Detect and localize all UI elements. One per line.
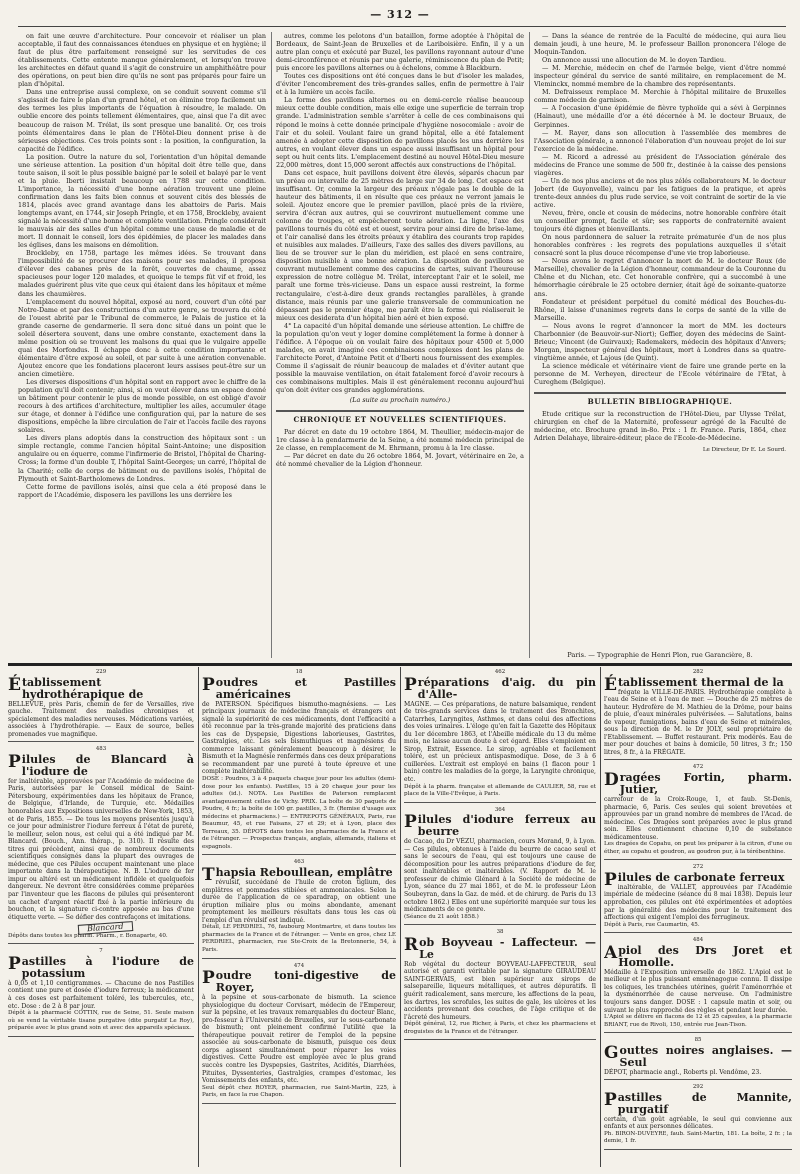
ad-body: DÉPOT, pharmacie angl., Roberts pl. Vendôme, 23. — [604, 1068, 762, 1076]
ad-body: à la pepsine et sous-carbonate de bismuth. La science physiologique du docteur Corvisart, médecin de l'Empereur, sur la pepsine, et les travaux remarquables du docteur Blanc, pro-fesseur à l'Université de Bruxelles, sur le sous-carbonate de bismuth; ont pleinement confirmé l'utilité que la thérapeutique pouvait retirer de l'emploi de la pepsine associée au sous-carbonate de bismuth, puisque ces deux corps agissent simultanément pour réparer les voies digestives. Cette Poudre est employée avec le plus grand succès contre les Dyspepsies, Gastrites, Acidités, Diarrhées, Pituites, Dyssenteries, Gastralgies, crampes d'estomac, les Vomissements des enfants, etc. — [202, 994, 396, 1085]
ad-body: de Cacao, du Dr VÉZU, pharmacien, cours Morand, 9, à Lyon. — Ces pilules, obtenues à l'aide du beurre de cacao seul et sans le secours de l'eau, qui est toujours une cause de décomposition pour les autres préparations d'iodure de fer, sont inaltérables et inaltérables. (V. Rapport de M. le professeur de chimie Glénard à la Société de médecine de Lyon, séance du 27 mai 1861, et de M. le professeur Léon Soubeyran, dans la Gaz. de méd. et de chirurg. de Paris du 13 octobre 1862.) Elles ont une supériorité marquée sur tous les médicaments de ce genre. — [404, 838, 596, 914]
ad-footer: Dépôt à la pharmacie COTTIN, rue de Seine, 51. Seule maison où se vend la véritable tisane purgative (dite purgatif Le Roy), préparée avec le plus grand soin et avec des appareils spéciaux. — [8, 1010, 194, 1032]
ads-divider — [600, 667, 601, 1167]
ad-number: 364 — [494, 806, 506, 813]
ad-footer: DOSE : Poudres, 3 à 4 paquets chaque jour pour les adultes (demi-dose pour les enfants). Pastilles, 15 à 20 chaque jour pour les adultes (id.). NOTA. Les Pastilles de Paterson remplacent avantageusement celles de Vichy. PRIX. La boîte de 30 paquets de Poudre, 4 fr.; la boîte de 100 gr. pastilles, 3 fr. (Remise d'usage aux médecins et pharmaciens.) — ENTREPOTS GÉNÉRAUX, Paris, rue Beaumur, 45, et rue Faisans, 27 et 29; et à Lyon, place des Terreaux, 35. DÉPOTS dans toutes les pharmacies de la France et de l'étranger. — Prospectus français, anglais, allemands, italiens et espagnols. — [202, 776, 396, 850]
ads-column-3 — [404, 667, 596, 1167]
ad-body: MAGNE. — Ces préparations, de nature balsamique, rendent de très-grands services dans le traitement des Bronchites, Catarrhes, Laryngites, Asthmes, et dans celui des affections des voies urinaires. L'éloge qu'en fait la Gazette des Hôpitaux du 1er décembre 1863, et l'Abeille médicale du 13 du même mois, ne laisse aucun doute à cet égard. Elles s'emploient en Sirop, Extrait, Essence. Le sirop, agréable et facilement toléré, est un précieux antispasmodique. Dose, de 3 à 6 cuillerées. L'extrait est employé en bains (1 flacon pour 1 bain) contre les maladies de la gorge, la Laryngite chronique, etc. — [404, 700, 596, 784]
ad-title-text: ilules de carbonate ferreux — [617, 870, 785, 884]
article-paragraph: — A l'occasion d'une épidémie de fièvre typhoïde qui a sévi à Gerpinnes (Hainaut), une médaille d'or a été décernée à M. le docteur Bruaux, de Gerpinnes. — [534, 104, 786, 129]
bulletin-entry: Etude critique sur la reconstruction de l'Hôtel-Dieu, par Ulysse Trélat, chirurgien en chef de la Maternité, professeur agrégé de la Faculté de médecine, etc. Brochure grand in-8o. Prix : 1 fr. France. Paris, 1864, chez Adrien Delahaye, libraire-éditeur, place de l'Ecole-de-Médecine. — [534, 410, 786, 443]
ad-title-text: tablissement hydrothérapique de — [21, 675, 144, 701]
ads-section-rule — [8, 663, 792, 666]
ad-footer: Dépôts dans toutes les pharm. Pharm., r. Bonaparte, 40. — [8, 932, 168, 939]
continued-note: (La suite au prochain numéro.) — [349, 396, 451, 405]
ad-drop-cap: P — [202, 968, 215, 989]
article-paragraph: — M. Rayer, dans son allocution à l'assemblée des membres de l'Association générale, a annoncé l'élaboration d'un nouveau projet de loi sur l'exercice de la médecine. — [534, 128, 786, 153]
advertisement — [404, 927, 596, 1040]
ad-title — [404, 814, 596, 838]
ad-title-text: outtes noires anglaises. — Seul — [619, 1043, 792, 1069]
ad-body: frégate la VILLE-DE-PARIS. Hydrothérapie complète à l'eau de Seine et à l'eau de mer. — Douche de 25 mètres de hauteur. Hydrofère de M. Mathieu de la Drôme, pour bains de pluie, d'eaux minérales pulvérisées. — Salutations, bains de vapeur, fumigations, bains d'eau de Seine et minérales, sous la direction de M. le Dr JOLY, seul propriétaire de l'Etablissement. — Buffet restaurant. Prix modérés. Eau de mer pour douches et bains à domicile, 50 litres, 3 fr.; 150 litres, 8 fr., à la FRÉGATE. — [604, 688, 792, 756]
ad-title — [202, 674, 396, 701]
ad-footer: Détail, LE PERDRIEL, 76, faubourg Montmartre, et dans toutes les pharmacies de la France et de l'étranger. — Vente en gros, chez LE PERDRIEL, pharmacien, rue Ste-Croix de la Bretonnerie, 54, à Paris. — [202, 924, 396, 953]
ad-footer: Ph. BIRON-DUVEYRE, faub. Saint-Martin, 181. La boîte, 2 fr. ; la demie, 1 fr. — [604, 1130, 792, 1145]
article-paragraph: Brockleby, en 1758, partage les mêmes idées. Se trouvant dans l'impossibilité de se procurer des maisons pour ses malades, il proposa d'élever des cabanes près de la forêt, couvertes de chaume, assez spacieuses pour loger 120 malades, et quoique le temps fût vif et froid, les malades guérirent plus vite que ceux qui étaient dans les hôpitaux et même dans les chaumières. — [18, 249, 266, 298]
column-divider — [529, 32, 530, 658]
article-paragraph: Par décret en date du 19 octobre 1864, M. Theullier, médecin-major de 1re classe à la gendarmerie de la Seine, a été nommé médecin principal de 2e classe, en remplacement de M. Ehrmann, promu à la 1re classe. — [276, 428, 524, 453]
ad-title — [8, 953, 194, 980]
ad-drop-cap: P — [604, 869, 617, 890]
article-column-1 — [18, 32, 266, 658]
advertisement — [404, 667, 596, 803]
ad-number: 38 — [496, 929, 504, 936]
ad-title — [604, 1089, 792, 1116]
page-number: — 312 — — [370, 8, 430, 21]
article-column-2 — [276, 32, 524, 658]
ad-footer: Dépôt à la pharm. française et allemande de CAULIER, 58, rue et place de la Ville-l'Evêque, à Paris. — [404, 783, 596, 798]
ad-title-text: réparations d'aig. du pin d'Alle- — [417, 675, 596, 701]
ad-title-text: oudres et Pastilles américaines — [215, 675, 396, 701]
ad-body: Médaille à l'Exposition universelle de 1862. L'Apiol est le meilleur et le plus puissant emménagogue connu. Il dissipe les coliques, les tranchées utérines, guérit l'aménorrhée et la dysménorrhée de cause nerveuse. On l'administre toujours sans danger. DOSE : 1 capsule matin et soir, ou suivant le plus rapproché des règles et pendant leur durée. — [604, 968, 792, 1014]
advertisement — [604, 1035, 792, 1080]
ad-drop-cap: P — [404, 674, 417, 695]
ad-title-text: ilules d'iodure ferreux au beurre — [417, 813, 596, 839]
ads-divider — [198, 667, 199, 1167]
article-paragraph: Toutes ces dispositions ont été conçues dans le but d'isoler les malades, d'éviter l'encombrement des très-grandes salles, enfin de permettre à l'air et à la lumière un accès facile. — [276, 72, 524, 97]
ad-title-text: oudre toni-digestive de Royer, — [215, 969, 396, 995]
ad-drop-cap: P — [604, 1089, 617, 1110]
article-paragraph: Fondateur et président perpétuel du comité médical des Bouches-du-Rhône, il laisse d'unanimes regrets dans le corps de santé de la ville de Marseille. — [534, 297, 786, 322]
ad-footer: Les dragées de Copahu, on peut les préparer à la citron, d'une ou éther, au copahu et goudron, au goudron pur, à la térébenthine. — [604, 841, 792, 855]
ad-body: de PATERSON. Spécifiques bismutho-magnésiens. — Les principaux journaux de médecine français et étrangers ont signalé la supériorité de ces médicaments, dont l'efficacité a été reconnue par la très-grande majorité des praticiens dans les cas de Dyspepsie, Digestions laborieuses, Gastrites, Gastralgies, etc. Les sels bismuthiques et magnésiens du commerce laissant généralement beaucoup à désirer, le Bismuth et la Magnésie renfermés dans ces deux préparations se recommandent par une pureté à toute épreuve et une complète inaltérabilité. — [202, 700, 396, 776]
article-paragraph: M. Defraisseux remplace M. Merchie à l'hôpital militaire de Bruxelles comme médecin de garnison. — [534, 88, 786, 105]
article-paragraph: La position. Outre la nature du sol, l'orientation d'un hôpital demande une sérieuse attention. La position d'un hôpital doit être telle que, dans toute saison, il soit le plus possible baigné par le soleil et balayé par le vent et la pluie. Iberti insistait beaucoup en 1788 sur cette condition. L'importance, la nécessité d'une bonne aération trouvent une pleine confirmation dans les faits bien connus et souvent cités des blessés de 1814, placés avec grand avantage dans les abattoirs de Paris. Mais longtemps avant, en 1744, sir Joseph Pringle, et en 1758, Brockleby, avaient signalé la nécessité d'une bonne et complète ventilation. Pringle considérait le mauvais air des salles d'un hôpital comme une cause de maladie et de mort. Il donnait le conseil, lors des épidémies, de placer les malades dans les églises, dans les maisons en démolition. — [18, 152, 266, 250]
ad-title — [604, 674, 792, 695]
advertisement — [604, 862, 792, 933]
article-paragraph: Cette forme de pavillons isolés, ainsi que cela a été proposé dans le rapport de l'Académie, disposera les pavillons les uns derrière les — [18, 482, 266, 499]
ad-title — [8, 674, 194, 701]
ad-title — [8, 751, 194, 778]
ad-drop-cap: P — [8, 751, 21, 772]
ads-divider — [400, 667, 401, 1167]
article-paragraph: on fait une œuvre d'architecture. Pour concevoir et réaliser un plan acceptable, il faut des connaissances étendues en physique et en hygiène; il faut de plus être parfaitement renseigné sur les servitudes de ces établissements. Cette entente manque généralement, et lorsqu'on trouve les architectes en défaut quand il s'agit de construire un amphithéâtre pour des opérations, on peut bien dire qu'ils ne sont pas préparés pour faire un plan d'hôpital. — [18, 32, 266, 89]
ad-title — [604, 942, 792, 969]
ad-title-text: ob Boyveau - Laffecteur. — Le — [419, 935, 596, 961]
ad-body: Rob végétal du docteur BOYVEAU-LAFFECTEUR, seul autorisé et garanti véritable par la signature GIRAUDEAU SAINT-GERVAIS, est bien supérieur aux sirops de salsepareille, liqueurs métalliques, et autres dépuratifs. Il guérit radicalement, sans mercure, les affections de la peau, les dartres, les scrofules, les suites de gale, les ulcères et les accidents provenant des couches, de l'âge critique et de l'âcreté des humeurs. — [404, 960, 596, 1021]
ad-footer: Dépôt général, 12, rue Richer, à Paris, et chez les pharmaciens et droguistes de la France et de l'étranger. — [404, 1021, 596, 1035]
ad-number: 463 — [293, 859, 305, 866]
ad-drop-cap: P — [8, 953, 21, 974]
bulletin-title: BULLETIN BIBLIOGRAPHIQUE. — [534, 392, 786, 406]
advertisement — [604, 935, 792, 1033]
ad-body: inaltérable, de VALLET, approuvées par l'Académie impériale de médecine (séance du 8 mai 1838). Depuis leur approbation, ces pilules ont été expérimentées et adoptées par la généralité des médecins pour le traitement des affections qui exigent l'emploi des ferrugineux. — [604, 883, 792, 922]
ad-drop-cap: P — [404, 812, 417, 833]
article-paragraph: — Nous avons le regret d'annoncer la mort de MM. les docteurs Charbonnier (de Beauvoir-sur-Niort); Geffier, doyen des médecins de Saint-Brieuc; Vincent (de Guirvaux); Rademakers, médecin des hôpitaux d'Anvers; Morgan, inspecteur général des hôpitaux, mort à Londres dans sa quatre-vingtième année, et Lajous (de Quint). — [534, 321, 786, 362]
ads-column-4 — [604, 667, 792, 1167]
ad-title — [404, 934, 596, 961]
article-paragraph: Les diverses dispositions d'un hôpital sont en rapport avec le chiffre de la population qu'il doit contenir; ainsi, si on veut élever dans un espace donné un bâtiment pour contenir le plus de monde possible, on est obligé d'avoir recours à des artifices d'architecture, multiplier les ailes, accumuler étage sur étage, et donner à l'édifice une configuration qui, par la nature de ses dispositions, empêche la libre circulation de l'air et l'accès facile des rayons solaires. — [18, 378, 266, 435]
ad-number: 282 — [692, 669, 704, 675]
column-divider — [271, 32, 272, 658]
ad-drop-cap: T — [202, 865, 215, 886]
ad-title — [404, 674, 596, 701]
ads-column-2 — [202, 667, 396, 1167]
advertisement — [8, 946, 194, 1036]
ad-title — [604, 1042, 792, 1069]
ad-title-text: piol des Drs Joret et Homolle. — [618, 943, 792, 969]
ad-body: carrefour de la Croix-Rouge, 1, et faub. St-Denis, pharmacie, 6, Paris. Ces seules qui soient brevetées et approuvées par un grand nombre de membres de l'Acad. de médecine. Ces Dragées sont préparées avec le plus grand soin. Elles contiennent chacune 0,10 de substance médicamenteuse. — [604, 796, 792, 841]
ad-drop-cap: R — [404, 934, 419, 955]
ads-column-1 — [8, 667, 194, 1167]
ad-body: BELLEVUE, près Paris, chemin de fer de Versailles, rive gauche. Traitement des maladies chroniques et spécialement des maladies nerveuses. Médications variées, associées à l'hydrothérapie. — Eaux de source, belles promenades vue magnifique. — [8, 700, 194, 738]
article-paragraph: — Par décret en date du 26 octobre 1864, M. Jovart, vétérinaire en 2e, a été nommé chevalier de la Légion d'honneur. — [276, 452, 524, 469]
chronique-title: CHRONIQUE ET NOUVELLES SCIENTIFIQUES. — [276, 410, 524, 424]
ad-body: révulsif, succédané de l'huile de croton tiglium, des emplâtres et pommades stibiées et ammoniacales. Selon la durée de l'application de ce sparadrap, on obtient une éruption miliaire plus ou moins abondante, amenant promptement les meilleurs résultats dans tous les cas où l'emploi d'un révulsif est indiqué. — [202, 879, 396, 924]
ad-title — [604, 772, 792, 796]
ad-title-text: ragées Fortin, pharm. Jutier, — [619, 771, 792, 797]
ad-number: 483 — [95, 746, 107, 753]
article-paragraph: Dans une entreprise aussi complexe, on se conduit souvent comme s'il s'agissait de faire le plan d'un grand hôtel, et on élimine trop facilement un des termes les plus importants de l'équation à résoudre, le malade. On oublie encore des points tellement élémentaires, que, ainsi que l'a dit avec beaucoup de raison M. Trélat, ils sont presque une banalité. Or, ces trois points élémentaires dans le plan de l'Hôtel-Dieu donnent prise à de sérieuses objections. Ces trois points sont : la position, la configuration, la capacité de l'édifice. — [18, 88, 266, 153]
ad-title-text: tablissement thermal de la — [617, 675, 784, 689]
ad-drop-cap: É — [8, 674, 21, 695]
ad-number: 292 — [692, 1084, 704, 1091]
ad-number: 85 — [694, 1037, 702, 1044]
article-paragraph: — Dans la séance de rentrée de la Faculté de médecine, qui aura lieu demain jeudi, à une heure, M. le professeur Baillon prononcera l'éloge de Moquin-Tandon. — [534, 32, 786, 57]
article-paragraph: Neveu, frère, oncle et cousin de médecins, notre honorable confrère était un conseiller prompt, facile et sûr; ses rapports de confraternité avaient toujours été dignes et bienveillants. — [534, 209, 786, 234]
article-paragraph: Dans cet espace, huit pavillons doivent être élevés, séparés chacun par un préau ou intervalle de 25 mètres de large sur 34 de long. Cet espace est insuffisant. Or, comme la largeur des préaux n'égale pas le double de la hauteur des bâtiments, il en résulte que ces préaux ne verront jamais le soleil. Ajoutez encore que le premier pavillon, placé près de la rivière, servira d'écran aux autres, qui se couvriront mutuellement comme une colonne de troupes, et empêcheront toute aération. La ligne, l'axe des pavillons tournés du côté est et ouest, servira pour ainsi dire de brise-lame, et l'air canalisé dans les étroits préaux y établira des courants trop rapides et nuisibles aux malades. D'ailleurs, l'axe des salles des divers pavillons, au lieu de se trouver sur le plan du méridien, est placé en sens contraire, disposition nuisible à une bonne aération. La disposition de pavillons se couvrant mutuellement comme des capucins de cartes, suivant l'heureuse expression de notre collègue M. Trélat, interceptant l'air et le soleil, me paraît une forme très-vicieuse. Dans un espace aussi restreint, la forme rectangulaire, c'est-à-dire deux grands rectangles parallèles, à grande distance, mais réunis par une galerie transversale de communication ne dépassant pas le premier étage, me paraît être la forme qui réaliserait le mieux ces desiderata d'un hôpital bien aéré et bien exposé. — [276, 168, 524, 322]
ad-number: 462 — [494, 669, 506, 675]
ad-footer: Seul dépôt chez ROYER, pharmacien, rue Saint-Martin, 225, à Paris, en face la rue Chapon. — [202, 1084, 396, 1099]
header-rule — [18, 26, 786, 27]
ad-number: 474 — [293, 962, 305, 969]
article-column-3 — [534, 32, 786, 658]
ad-title-text: astilles de Mannite, purgatif — [617, 1090, 792, 1116]
ad-title-text: astilles à l'iodure de potassium — [21, 954, 194, 980]
ad-drop-cap: A — [604, 942, 618, 963]
article-paragraph: On annonce aussi une allocution de M. le doyen Tardieu. — [542, 56, 726, 65]
signature-stamp: Blancard — [78, 921, 133, 934]
advertisement — [202, 961, 396, 1104]
article-paragraph: 4° La capacité d'un hôpital demande une sérieuse attention. Le chiffre de la population qu'on veut y loger domine complétement la forme à donner à l'édifice. A l'époque où on voulait faire des hôpitaux pour 4500 et 5,000 malades, on avait imaginé ces combinaisons complexes dont les plans de l'architecte Poret, d'Antoine Petit et d'Iberti nous fournissent des exemples. Comme il s'agissait de réunir beaucoup de malades et d'éviter autant que possible la mauvaise ventilation, on était fatalement forcé d'avoir recours à ces combinaisons multiples. Mais il est généralement reconnu aujourd'hui qu'on doit éviter ces grandes agglomérations. — [276, 321, 524, 395]
ad-drop-cap: G — [604, 1042, 619, 1063]
ad-title-text: hapsia Reboullean, emplâtre — [215, 866, 393, 880]
ad-body: à 0,05 et 1,10 centigrammes. — Chacune de nos Pastilles contient une pure et dosée d'iodure ferreux; la médicament à ces doses est parfaitement toléré, les tubercules, etc., etc. Dose : de 2 à 8 par jour. — [8, 979, 194, 1010]
article-paragraph: On nous pardonnera de saluer la retraite prématurée d'un de nos plus honorables confrères : les regrets des populations auxquelles il s'était consacré sont la plus douce récompense d'une vie trop laborieuse. — [534, 233, 786, 258]
printer-line: Paris. — Typographie de Henri Plon, rue Garancière, 8. — [567, 651, 753, 659]
ad-footer: L'Apiol se délivre en flacons de 12 et 25 capsules, à la pharmacie BRIANT, rue de Rivoli, 150, entrée rue Jean-Tison. — [604, 1014, 792, 1028]
advertisement — [604, 667, 792, 760]
ad-body: certain, d'un goût agréable, le seul qui convienne aux enfants et aux personnes délicates. — [604, 1115, 792, 1131]
ad-number: 484 — [692, 937, 704, 944]
ad-footer: Dépôt à Paris, rue Caumartin, 45. — [604, 921, 700, 928]
ad-number: 229 — [95, 669, 107, 675]
ad-drop-cap: D — [604, 770, 619, 791]
ad-footer: (Séance du 21 août 1858.) — [404, 913, 479, 920]
ad-title — [202, 865, 396, 886]
article-paragraph: — M. Merchie, médecin en chef de l'armée belge, vient d'être nommé inspecteur général du service de santé militaire, en remplacement de M. Vleminckx, nommé membre de la chambre des représentants. — [534, 64, 786, 89]
ad-number: 7 — [99, 948, 103, 955]
ad-number: 472 — [692, 764, 704, 771]
article-paragraph: La science médicale et vétérinaire vient de faire une grande perte en la personne de M. Verheyen, directeur de l'Ecole vétérinaire de l'Etat, à Cureghem (Belgique). — [534, 361, 786, 387]
article-paragraph: L'emplacement du nouvel hôpital, exposé au nord, couvert d'un côté par Notre-Dame et par des constructions d'un autre genre, se trouvera du côté de l'ouest abrité par le Tribunal de commerce, le Palais de justice et la grande caserne de gendarmerie. Il sera donc situé dans un point que le soleil désertera souvent, dans une ombre constante, exactement dans la même position où se trouvent les malsons du quai que le vulgaire appelle quai des Morfondus. Il échappe donc à cette condition importante et élémentaire d'être exposé au soleil, et par suite à une aération convenable. Ajoutez encore que les fondations placeront leurs assises peut-être sur un ancien cimetière. — [18, 297, 266, 378]
article-paragraph: La forme des pavillons alternes ou en demi-cercle réalise beaucoup mieux cette double condition, mais elle exige une superficie de terrain trop grande. L'administration semble s'arrêter à celle de ces combinaisons qui répond le moins à cette donnée principale d'hygiène nosocomiale : avoir de l'air et du soleil. Voulant faire un grand hôpital, elle a été fatalement amenée à adopter cette disposition de pavillons placés les uns derrière les autres, en voulant élever dans un espace aussi insuffisant un hôpital pour sept ou huit cents lits. L'emplacement destiné au nouvel Hôtel-Dieu mesure 22,000 mètres, dont 15,000 seront affectés aux constructions de l'hôpital. — [276, 96, 524, 169]
article-paragraph: — M. Ricord a adressé au président de l'Association générale des médecins de France une somme de 500 fr., destinée à la caisse des pensions viagères. — [534, 152, 786, 177]
advertisement — [202, 667, 396, 855]
ad-title-text: ilules de Blancard à l'iodure de — [21, 752, 194, 778]
ad-title — [604, 869, 792, 890]
advertisement — [8, 744, 194, 944]
ad-body: fer inaltérable, approuvées par l'Académie de médecine de Paris, autorisées par le Conseil médical de Saint-Pétersbourg, expérimentées dans les hôpitaux de France, de Belgique, d'Irlande, de Turquie, etc. Médailles honorables aux Expositions universelles de New-York, 1853, et de Paris, 1855. — De tous les moyens présentés jusqu'à ce jour pour administrer l'iodure ferreux à l'état de pureté, le meilleur, selon nous, est celui qui a été indiqué par M. Blancard. (Bouch., Ann. thérap., p. 310). Il résulte des titres qui précèdent, ainsi que de nombreux documents scientifiques consignés dans la plupart des ouvrages de médecine, que ces Pilules occupent maintenant une place importante dans la thérapeutique. N. B. L'iodure de fer impur ou altéré est un médicament infidèle et quelquefois dangereux. Ne devront être considérées comme préparées par l'inventeur que les flacons de pilules qui présenteront un cachet d'argent réactif fixé à la partie inférieure du bouchon, et la signature ci-contre apposée au bas d'une étiquette verte. — Se défier des contrefaçons et imitations. — [8, 777, 194, 921]
director-signature: Le Directeur, Dr E. Le Sourd. — [702, 447, 786, 454]
advertisement — [404, 805, 596, 926]
article-paragraph: — Nous avons le regret d'annoncer la mort de M. le docteur Roux (de Marseille), chevalier de la Légion d'honneur, commandeur de la Couronne du Chêne et du Nichan, etc. Cet honorable confrère, qui a succombé à une hémorrhagie cérébrale le 25 octobre dernier, était âgé de soixante-quatorze ans. — [534, 257, 786, 298]
ad-number: 18 — [295, 669, 303, 675]
ad-title — [202, 970, 396, 994]
article-paragraph: Les divers plans adoptés dans la construction des hôpitaux sont : un simple rectangle, comme l'ancien hôpital Saint-Antoine; une disposition angulaire ou en équerre, comme l'infirmerie de Bristol, l'hôpital de Charing-Cross; la forme d'un double T, l'hôpital Saint-Georges; un carré, l'hôpital de la Charité; celle de corps de bâtiment ou de pavillons isolés, l'hôpital de Plymouth et Saint-Bartholomews de Londres. — [18, 434, 266, 483]
advertisement — [604, 762, 792, 860]
ad-drop-cap: P — [202, 674, 215, 695]
advertisement — [202, 857, 396, 958]
article-paragraph: — Un de nos plus anciens et de nos plus zélés collaborateurs M. le docteur Jobert (de Guyonvelle), vaincu par les fatigues de la pratique, et après trente-deux années du plus rude service, se voit contraint de sortir de la vie active. — [534, 176, 786, 209]
ad-number: 272 — [692, 864, 704, 871]
article-paragraph: autres, comme les pelotons d'un bataillon, forme adoptée à l'hôpital de Bordeaux, de Saint-Jean de Bruxelles et de Lariboisière. Enfin, il y a un autre plan conçu et exécuté par Buzel, les pavillons rayonnant autour d'une demi-circonférence et réunis par une galerie, réminiscence du plan de Petit; puis encore les pavillons alternes ou à échelons, comme à Blackburn. — [276, 32, 524, 73]
advertisement — [8, 667, 194, 742]
ad-drop-cap: É — [604, 674, 617, 695]
advertisement — [604, 1082, 792, 1150]
